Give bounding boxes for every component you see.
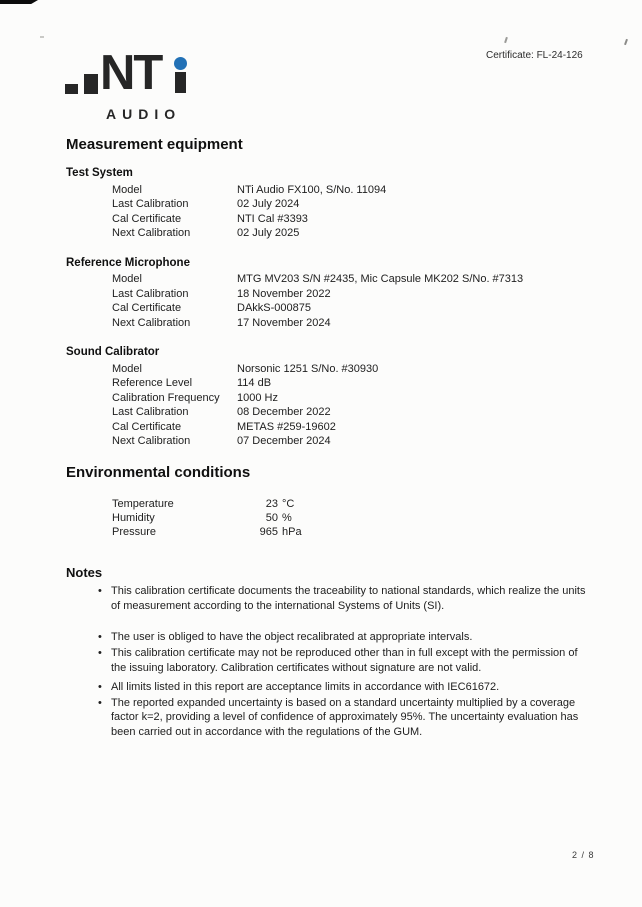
spec-value: DAkkS-000875 [237, 302, 311, 314]
equipment-group-reference-microphone [66, 256, 606, 331]
spec-row [112, 226, 606, 241]
note-text: This calibration certificate documents the traceability to national standards, which realize the units of measurement according to the international Systems of Units (SI). [111, 585, 586, 612]
bullet-icon: • [98, 647, 102, 660]
spec-label: Next Calibration [112, 227, 191, 239]
env-value: 50 [265, 511, 278, 524]
env-unit: hPa [282, 526, 302, 539]
section-title-measurement-equipment: Measurement equipment [66, 136, 243, 153]
spec-value: 17 November 2024 [237, 316, 331, 329]
spec-label: Calibration Frequency [112, 391, 220, 404]
spec-value: 1000 Hz [237, 391, 278, 404]
spec-row [112, 362, 606, 377]
spec-row [112, 434, 606, 449]
equipment-group-sound-calibrator [66, 345, 606, 449]
section-title-notes: Notes [66, 565, 103, 581]
note-text: The reported expanded uncertainty is based on a standard uncertainty multiplied by a coverage factor k=2, providing a level of confidence of approximately 95%. The uncertainty evaluation has been carried out in accordance with the regulations of the GUM. [111, 697, 579, 738]
env-label: Pressure [112, 526, 157, 539]
spec-value: MTG MV203 S/N #2435, Mic Capsule MK202 S/No. #7313 [237, 273, 524, 285]
spec-label: Cal Certificate [112, 302, 182, 314]
note-text: The user is obliged to have the object recalibrated at appropriate intervals. [111, 630, 473, 643]
spec-label: Cal Certificate [112, 212, 182, 225]
spec-label: Reference Level [112, 377, 193, 389]
notes-section [66, 565, 606, 739]
spec-row [112, 405, 606, 420]
spec-label: Next Calibration [112, 435, 191, 447]
note-item [66, 646, 606, 675]
scan-speck [504, 37, 508, 43]
logo-i-stem [175, 72, 186, 93]
note-text: This calibration certificate may not be reproduced other than in full except with the permission of the issuing laboratory. Calibration certificates without signature are not valid. [111, 647, 578, 674]
spec-label: Last Calibration [112, 406, 189, 418]
spec-row [112, 272, 606, 287]
note-item [66, 630, 606, 644]
spec-row [112, 197, 606, 212]
env-row [112, 511, 606, 525]
note-item [66, 696, 606, 739]
env-unit: % [282, 511, 292, 524]
spec-label: Model [112, 362, 142, 375]
spec-value: Norsonic 1251 S/No. #30930 [237, 362, 379, 375]
page-number: 2 / 8 [572, 850, 595, 860]
spec-row [112, 316, 606, 331]
env-value: 23 [265, 497, 278, 510]
logo-bar-icon [84, 74, 98, 94]
spec-value: 02 July 2025 [237, 227, 300, 239]
env-label: Humidity [112, 511, 155, 524]
environment-rows [66, 497, 606, 540]
group-title: Reference Microphone [66, 256, 190, 269]
spec-row [112, 212, 606, 227]
spec-value: 08 December 2022 [237, 406, 331, 418]
bullet-icon: • [98, 697, 102, 710]
bullet-icon: • [98, 630, 102, 643]
spec-label: Cal Certificate [112, 420, 182, 433]
logo-i-dot-icon [174, 57, 187, 70]
spec-row [112, 420, 606, 435]
equipment-group-test-system [66, 166, 606, 241]
env-unit: °C [282, 497, 295, 510]
spec-label: Last Calibration [112, 198, 189, 210]
spec-label: Last Calibration [112, 287, 189, 300]
scan-speck [40, 36, 44, 38]
spec-row [112, 287, 606, 302]
logo-wordmark: NT [100, 46, 162, 100]
spec-row [112, 301, 606, 316]
env-row [112, 497, 606, 511]
spec-value: 07 December 2024 [237, 435, 331, 447]
spec-value: 18 November 2022 [237, 287, 331, 300]
spec-label: Model [112, 183, 142, 196]
section-title-environmental-conditions: Environmental conditions [66, 463, 251, 481]
spec-value: NTI Cal #3393 [237, 212, 308, 225]
environmental-conditions-section [66, 464, 606, 540]
spec-value: METAS #259-19602 [237, 420, 336, 433]
note-text: All limits listed in this report are acceptance limits in accordance with IEC61672. [111, 680, 500, 693]
document-body [66, 136, 606, 741]
spec-row [112, 183, 606, 198]
env-label: Temperature [112, 497, 174, 510]
scan-artifact [0, 0, 38, 4]
bullet-icon: • [98, 680, 102, 693]
bullet-icon: • [98, 585, 102, 598]
note-item [66, 680, 606, 694]
nti-audio-logo [63, 46, 223, 123]
spec-row [112, 391, 606, 406]
group-title: Test System [66, 167, 133, 179]
spec-label: Next Calibration [112, 316, 191, 329]
scan-speck [624, 39, 628, 45]
spec-value: 114 dB [237, 377, 272, 389]
certificate-number: Certificate: FL-24-126 [486, 50, 583, 61]
spec-row [112, 376, 606, 391]
note-item [66, 584, 606, 613]
env-row [112, 525, 606, 539]
group-title: Sound Calibrator [66, 346, 160, 358]
spec-value: 02 July 2024 [237, 198, 300, 210]
logo-bar-icon [65, 84, 78, 94]
logo-subtext: AUDIO [106, 106, 182, 122]
spec-label: Model [112, 273, 142, 285]
spec-value: NTi Audio FX100, S/No. 11094 [237, 183, 387, 196]
env-value: 965 [259, 526, 278, 539]
